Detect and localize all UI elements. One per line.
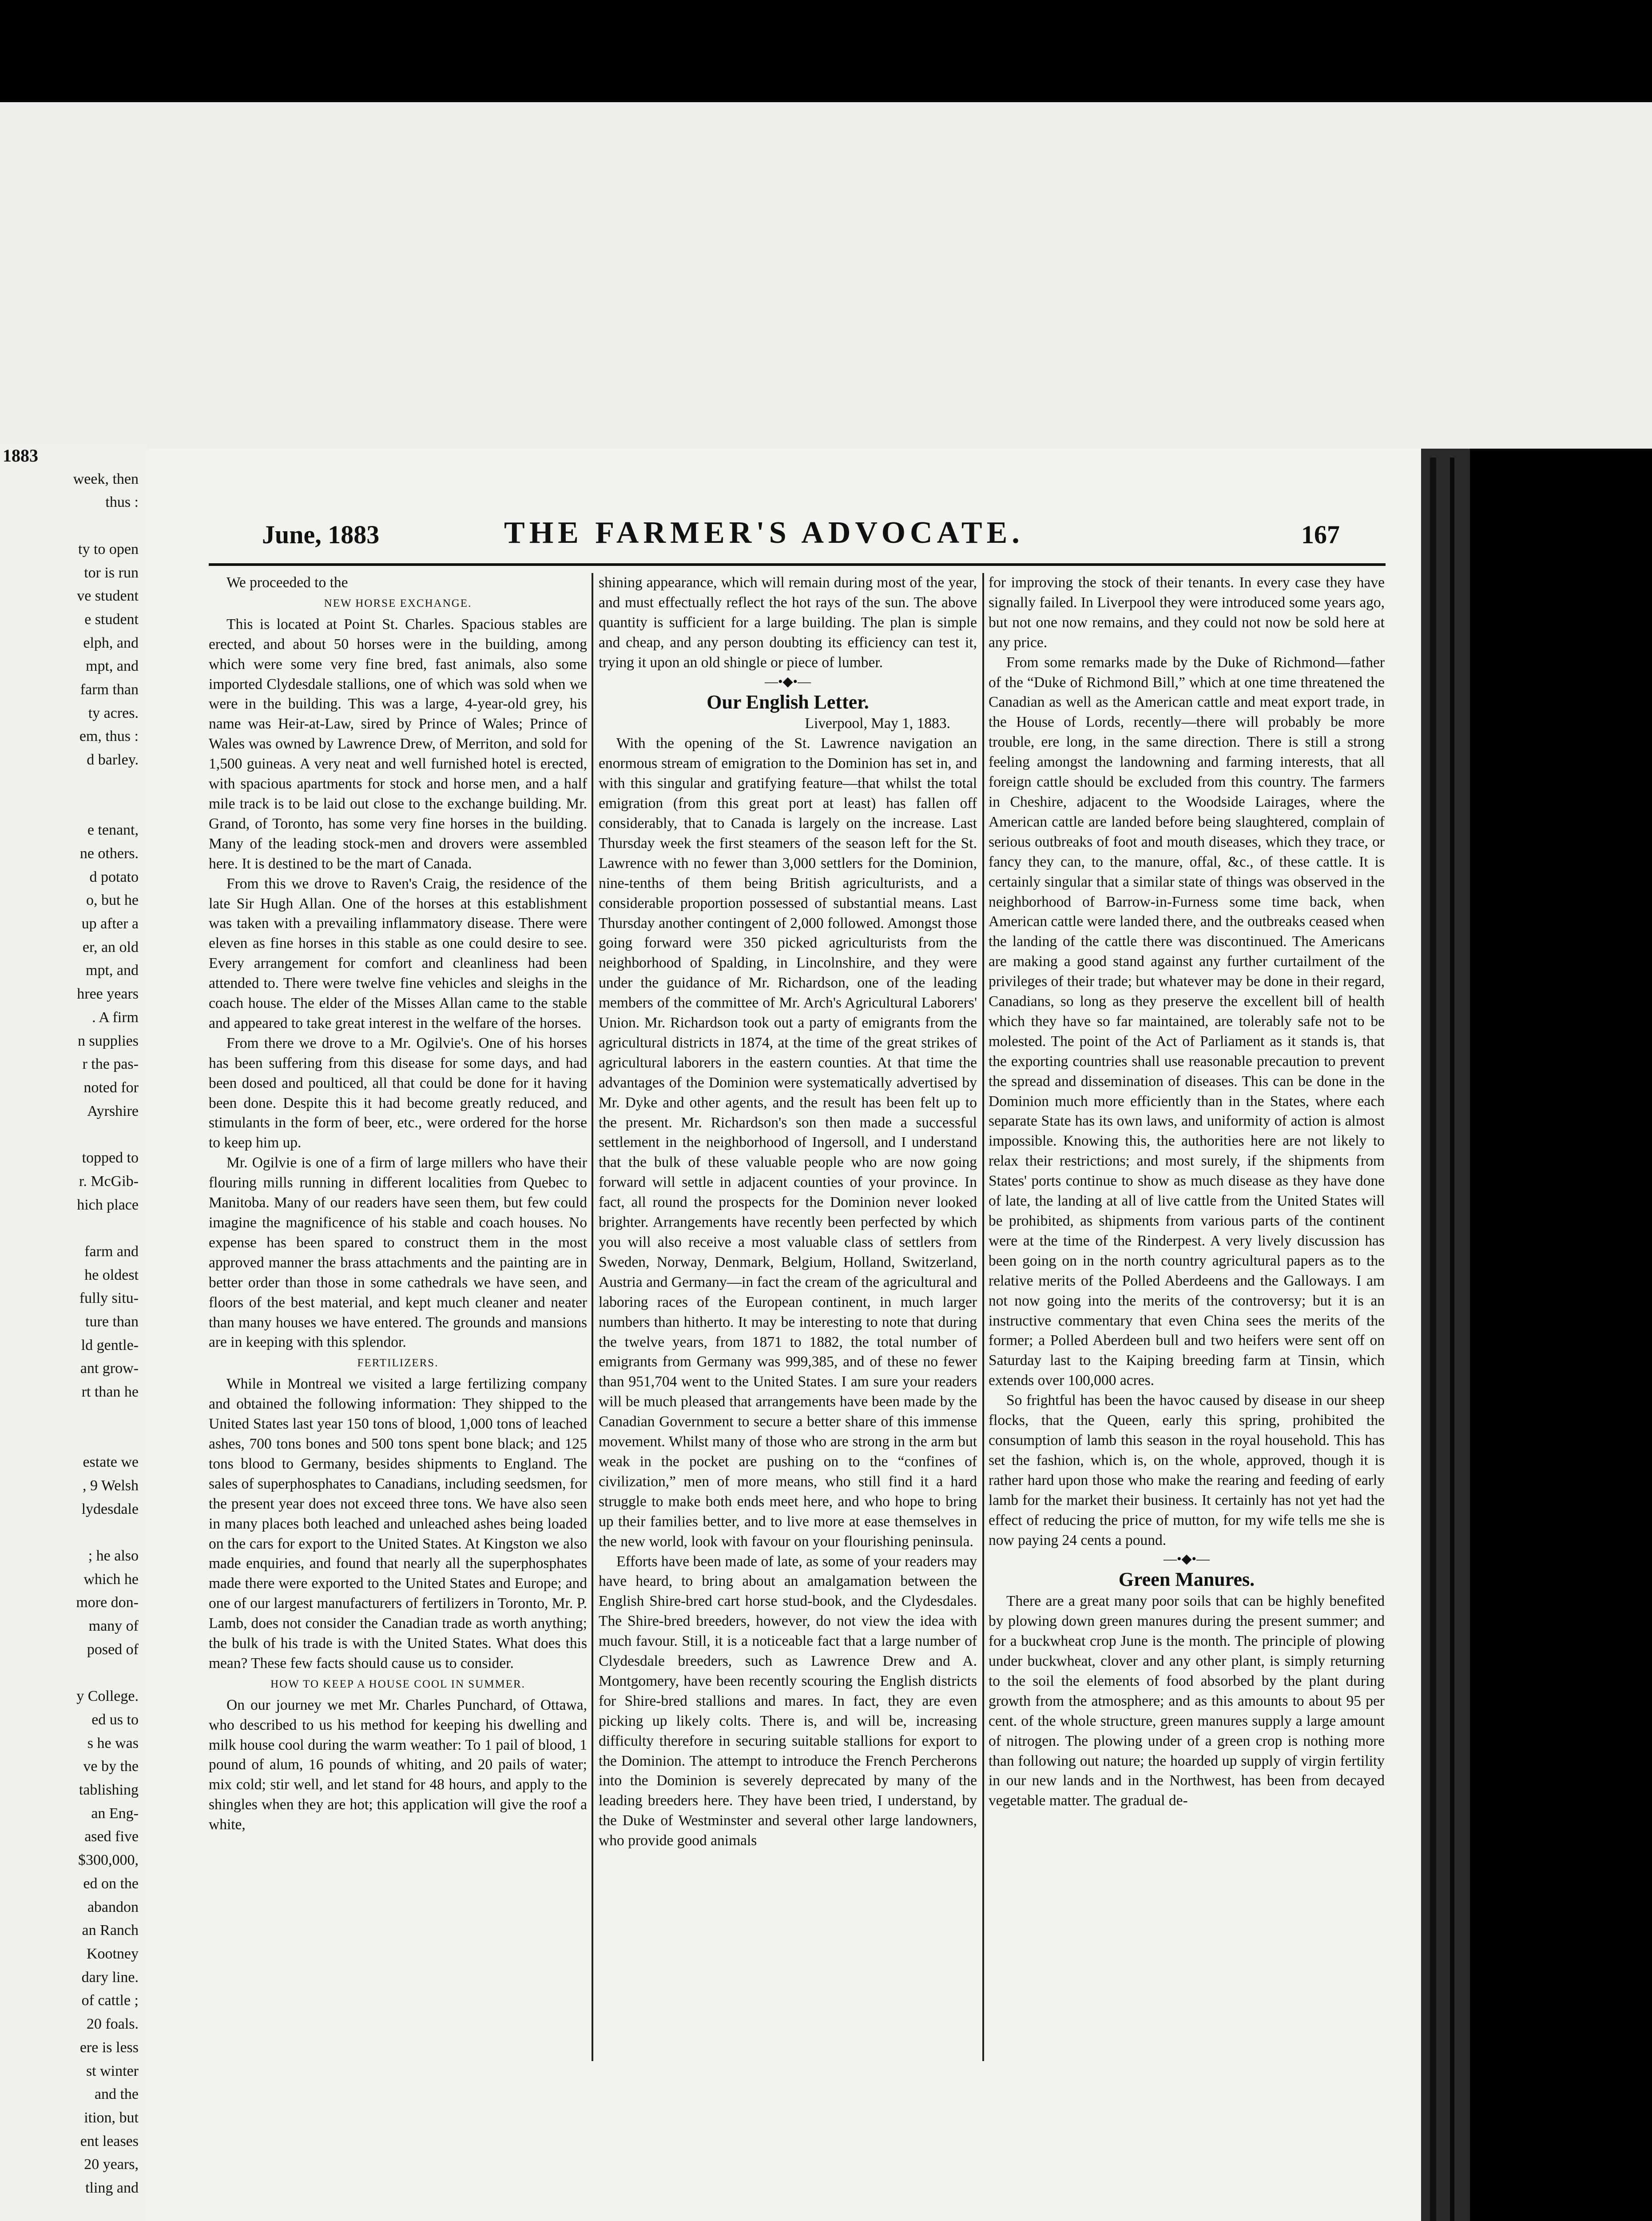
previous-page-line <box>0 1217 147 1240</box>
previous-page-lines <box>0 468 147 2200</box>
previous-page-line <box>0 1662 147 1685</box>
previous-page-line: n supplies <box>78 1032 139 1049</box>
previous-page-line: em, thus : <box>79 728 139 745</box>
previous-page-line: many of <box>88 1618 139 1635</box>
paragraph: While in Montreal we visited a large fertilizing company and obtained the following information: They shipped to the United States last year 150 tons of blood, 1,000 tons of leached ashes, 700 tons bones and 500 tons spent bone black; and 125 tons blood to Germany, besides shipments to England. The sales of superphosphates to Canadians, including seedsmen, for the present year does not exceed three tons. We have also seen in many places both leached and unleached ashes being loaded on the cars for export to the United States. At Kingston we also made enquiries, and found that nearly all the superphosphates made there were exported to the United States and Europe; and one of our largest manufacturers of fertilizers in Toronto, Mr. P. Lamb, does not consider the Canadian trade as worth anything; the bulk of his trade is with the United States. What does this mean? These few facts should cause us to consider. <box>209 1376 587 1672</box>
book-spine <box>1421 449 1470 2221</box>
previous-page-line: posed of <box>87 1641 139 1658</box>
previous-page-line: mpt, and <box>86 962 139 979</box>
header-rule <box>209 563 1386 566</box>
previous-page-line: ve student <box>77 588 139 605</box>
previous-page-line: s he was <box>87 1735 139 1751</box>
ornament-divider: —•◆•— <box>764 674 811 689</box>
previous-page-line: er, an old <box>82 939 139 955</box>
paragraph: Mr. Ogilvie is one of a firm of large millers who have their flouring mills running in different localities from Quebec to Manitoba. Many of our readers have seen them, but few could imagine the magnificence of his stable and coach houses. No expense has been spared to construct them in the most approved manner the brass attachments and the painting are in better order than those in some cathedrals we have seen, and floors of the best material, and kept much cleaner and neater than many houses we have entered. The grounds and mansions are in keeping with this splendor. <box>209 1154 587 1351</box>
previous-page-line: e tenant, <box>87 822 139 839</box>
previous-page-line: farm than <box>80 681 139 698</box>
previous-page-line: he oldest <box>84 1266 139 1283</box>
previous-page-line: up after a <box>81 915 139 932</box>
previous-page-line: d potato <box>89 868 139 885</box>
previous-page-line <box>0 1123 147 1146</box>
previous-page-line: Ayrshire <box>87 1103 139 1119</box>
previous-page-line: elph, and <box>83 634 139 651</box>
previous-page-line: ition, but <box>84 2109 139 2126</box>
previous-page-line: ed on the <box>83 1875 139 1892</box>
previous-page-line: ent leases <box>80 2133 139 2149</box>
issue-date: June, 1883 <box>262 520 380 549</box>
previous-page-line: tor is run <box>84 564 139 581</box>
previous-page-line: noted for <box>83 1079 139 1096</box>
previous-page-line: farm and <box>84 1243 139 1260</box>
heading-green-manures: Green Manures. <box>1118 1568 1255 1591</box>
previous-page-line: mpt, and <box>86 658 139 675</box>
previous-page-line: ld gentle- <box>81 1337 139 1353</box>
previous-page-line: dary line. <box>81 1969 139 1986</box>
previous-page-line: o, but he <box>86 892 139 909</box>
spine-edge <box>1430 458 1436 2221</box>
previous-page-line: ty acres. <box>88 705 139 721</box>
previous-page-line: r. McGib- <box>79 1173 139 1190</box>
previous-page-line: . A firm <box>92 1009 139 1026</box>
subhead-fertilizers: FERTILIZERS. <box>357 1357 439 1369</box>
previous-page-line <box>0 514 147 538</box>
previous-page-line: ed us to <box>91 1711 139 1728</box>
previous-page-line: $300,000, <box>78 1852 139 1869</box>
previous-page-line: and the <box>94 2086 139 2103</box>
heading-english-letter: Our English Letter. <box>707 691 869 713</box>
previous-page-line: hich place <box>77 1196 139 1213</box>
dateline: Liverpool, May 1, 1883. <box>805 715 950 732</box>
previous-page-line: week, then <box>73 470 139 487</box>
previous-page-line: ant grow- <box>80 1360 139 1377</box>
previous-page-line: thus : <box>105 494 139 511</box>
previous-page-line: ty to open <box>78 541 139 557</box>
previous-page-line: topped to <box>82 1150 139 1166</box>
ornament-divider: —•◆•— <box>1163 1552 1210 1567</box>
spine-edge <box>1450 458 1454 2221</box>
paragraph: shining appearance, which will remain during most of the year, and must effectually reflect the hot rays of the sun. The above quantity is sufficient for a large building. The plan is simple and cheap, and any person doubting its efficiency can test it, trying it upon an old shingle or piece of lumber. <box>599 574 977 671</box>
paragraph: Efforts have been made of late, as some of your readers may have heard, to bring about an amalgamation between the English Shire-bred cart horse stud-book, and the Clydesdales. The Shire-bred breeders, however, do not view the idea with much favour. Still, it is a noticeable fact that a large number of Clydesdale breeders, such as Lawrence Drew and A. Montgomery, have been recently scouring the English districts for Shire-bred stallions and mares. In fact, they are even picking up likely colts. There is, and will be, increasing difficulty therefore in securing suitable stallions for export to the Dominion. The attempt to introduce the French Percherons into the Dominion is severely deprecated by many of the leading breeders here. They have been tried, I understand, by the Duke of Westminster and several other large landowners, who provide good animals <box>599 1553 977 1849</box>
intro-text: We proceeded to the <box>226 574 348 591</box>
previous-page-line <box>0 1428 147 1451</box>
previous-page-line: estate we <box>83 1454 139 1471</box>
previous-page-line: y College. <box>76 1688 139 1705</box>
previous-page-line: hree years <box>77 986 139 1003</box>
previous-page-header: 1883 <box>3 446 38 466</box>
paragraph: From some remarks made by the Duke of Richmond—father of the “Duke of Richmond Bill,” which at one time threatened the Canadian as well as the American cattle and meat export trade, in the House of Lords, recently—there will probably be more trouble, ere long, in the same direction. There is still a strong feeling amongst the landowning and farming interests, that all foreign cattle should be excluded from this country. The farmers in Cheshire, adjacent to the Woodside Lairages, where the American cattle are landed before being slaughtered, complain of serious outbreaks of foot and mouth diseases, which they trace, or fancy they can, to the manure, offal, &c., of these cattle. It is certainly singular that a similar state of things was observed in the neighborhood of Barrow-in-Furness some time back, when American cattle were landed there, and the outbreaks ceased when the landing of the cattle there was discontinued. The Americans are making a good stand against any further curtailment of the privileges of their trade; but whatever may be done in their regard, Canadians, so long as they preserve the excellent bill of health which they have so far maintained, are tolerably safe not to be molested. The point of the Act of Parliament as it stands is, that the exporting countries shall use reasonable precaution to prevent the spread and dissemination of diseases. This can be done in the Dominion much more efficiently than in the States, where each separate State has its own laws, and uniformity of action is almost impossible. Knowing this, the authorities here are not likely to relax their restrictions; and most surely, if the shipments from States' ports continue to show as much disease as they have done of late, the landing at all of live cattle from the United States will be prohibited, as shipments from various parts of the continent were at the time of the Rinderpest. A very lively discussion has been going on in the north country agricultural papers as to the relative merits of the Polled Aberdeens and the Galloways. I am not now going into the merits of the controversy; but it is an instructive commentary that even China sees the merits of the former; a Polled Aberdeen bull and two heifers were sent off on Saturday last to the Kaiping breeding farm at Tinsin, which extends over 100,000 acres. <box>989 654 1385 1389</box>
previous-page-line: abandon <box>87 1899 139 1915</box>
previous-page-line: an Ranch <box>82 1922 139 1939</box>
previous-page-line: rt than he <box>81 1384 139 1401</box>
previous-page-line: of cattle ; <box>81 1992 139 2009</box>
paragraph: This is located at Point St. Charles. Spacious stables are erected, and about 50 horses were in the building, among which were some very fine bred, fast animals, also some imported Clydesdale stallions, one of which was sold when we were in the building. This was a large, 4-year-old grey, his name was Heir-at-Law, sired by Prince of Wales; Prince of Wales was owned by Lawrence Drew, of Merriton, and sold for 1,500 guineas. A very neat and well furnished hotel is erected, with spacious apartments for stock and horse men, and a half mile track is to be laid out close to the exchange building. Mr. Grand, of Toronto, has some very fine horses in the building. Many of the leading stock-men and drovers were assembled here. It is destined to be the mart of Canada. <box>209 616 587 872</box>
masthead-title: THE FARMER'S ADVOCATE. <box>504 516 1024 550</box>
page-number: 167 <box>1301 520 1340 549</box>
paragraph: On our journey we met Mr. Charles Punchard, of Ottawa, who described to us his method for keeping his dwelling and milk house cool during the warm weather: To 1 pail of blood, 1 pound of alum, 16 pounds of whiting, and 20 pails of water; mix cold; stir well, and let stand for 48 hours, and apply to the shingles when they are hot; this application will give the roof a white, <box>209 1696 587 1833</box>
previous-page-line: st winter <box>86 2062 139 2079</box>
page-top-margin <box>0 102 1652 449</box>
paragraph: From there we drove to a Mr. Ogilvie's. One of his horses has been suffering from this disease for some days, and had been dosed and poulticed, all that could be done for it having been done. Despite this it had become greatly reduced, and stimulants in the form of beer, etc., were ordered for the horse to keep him up. <box>209 1035 587 1151</box>
previous-page-line: which he <box>83 1571 139 1588</box>
previous-page-line <box>0 1404 147 1428</box>
previous-page-line: e student <box>84 611 139 628</box>
previous-page-line: lydesdale <box>81 1501 139 1517</box>
previous-page-line: tablishing <box>79 1782 139 1799</box>
column-3 <box>989 573 1385 1811</box>
previous-page-line: d barley. <box>87 752 139 768</box>
previous-page-line: r the pas- <box>82 1056 139 1073</box>
previous-page-line: ased five <box>84 1828 139 1845</box>
column-rule <box>592 573 593 2061</box>
column-2 <box>599 573 977 1851</box>
previous-page-line: ere is less <box>79 2039 139 2056</box>
previous-page-line: ; he also <box>88 1548 139 1564</box>
paragraph: So frightful has been the havoc caused by disease in our sheep flocks, that the Queen, early this spring, prohibited the consumption of lamb this season in the royal household. This has set the fashion, which is, on the whole, approved, though it is rather hard upon those who make the rearing and feeding of early lamb for the market their business. It certainly has not yet had the effect of reducing the price of mutton, for my wife tells me she is now paying 24 cents a pound. <box>989 1392 1385 1548</box>
previous-page-line: fully situ- <box>79 1290 139 1307</box>
previous-page-line: more don- <box>76 1594 139 1611</box>
previous-page-line: tling and <box>85 2180 139 2197</box>
previous-page-line: ture than <box>85 1313 139 1330</box>
previous-page-line: , 9 Welsh <box>82 1477 139 1494</box>
column-rule <box>982 573 984 2061</box>
subhead-new-horse-exchange: NEW HORSE EXCHANGE. <box>324 597 472 609</box>
previous-page-line: an Eng- <box>91 1805 139 1822</box>
previous-page-line: ne others. <box>79 845 139 862</box>
subhead-house-cool: HOW TO KEEP A HOUSE COOL IN SUMMER. <box>270 1678 525 1690</box>
previous-page-line: Kootney <box>86 1946 139 1962</box>
previous-page-line: ve by the <box>83 1758 139 1775</box>
previous-page-line <box>0 772 147 796</box>
paragraph: With the opening of the St. Lawrence navigation an enormous stream of emigration to the Dominion has set in, and with this singular and gratifying feature—that whilst the total emigration (from this great port at least) has fallen off considerably, that to Canada is largely on the increase. Last Thursday week the first steamers of the season left for the St. Lawrence with no fewer than 3,000 settlers for the Dominion, nine-tenths of them being British agriculturists, and a considerable proportion possessed of substantial means. Last Thursday another contingent of 2,000 followed. Amongst those going forward were 350 picked agriculturists from the neighborhood of Spalding, in Lincolnshire, and they were under the guidance of Mr. Richardson, one of the leading members of the committee of Mr. Arch's Agricultural Laborers' Union. Mr. Richardson took out a party of emigrants from the agricultural districts in 1874, at the time of the great strikes of agricultural laborers in the eastern counties. At that time the advantages of the Dominion were systematically advertised by Mr. Dyke and other agents, and the result has been felt up to the present. Mr. Richardson's son then made a successful settlement in the neighborhood of Ingersoll, and I understand that the bulk of these valuable people who are now going forward will settle in adjacent counties of your province. In fact, all round the prospects for the Dominion never looked brighter. Arrangements have recently been perfected by which you will also receive a most valuable class of settlers from Sweden, Norway, Denmark, Belgium, Holland, Switzerland, Austria and Germany—in fact the cream of the agricultural and laboring races of the European continent, in much larger numbers than hitherto. It may be interesting to note that during the twelve years, from 1871 to 1882, the total number of emigrants from Germany was 999,385, and of these no fewer than 951,704 went to the United States. I am sure your readers will be much pleased that arrangements have been made by the Canadian Government to secure a better share of this immense movement. Whilst many of those who are strong in the arm but weak in the pocket are pushing on to the “confines of civilization,” men of more means, who still find it a hard struggle to make both ends meet here, and who hope to bring up their families better, and to live more at ease themselves in the new world, look with favour on your flourishing peninsula. <box>599 735 977 1550</box>
previous-page-line <box>0 1521 147 1544</box>
previous-page-line: 20 years, <box>84 2156 139 2173</box>
column-1 <box>209 573 587 1835</box>
paragraph: From this we drove to Raven's Craig, the residence of the late Sir Hugh Allan. One of the horses at this establishment was taken with a prevailing inflammatory disease. There were eleven as fine horses in this stable as one could desire to see. Every arrangement for comfort and cleanliness had been attended to. There were twelve fine vehicles and sleighs in the coach house. The elder of the Misses Allan came to the stable and appeared to take great interest in the welfare of the horses. <box>209 875 587 1031</box>
previous-page-line: 20 foals. <box>86 2016 139 2033</box>
paragraph: for improving the stock of their tenants. In every case they have signally failed. In Liverpool they were introduced some years ago, but not one now remains, and they could not now be sold here at any price. <box>989 574 1385 651</box>
previous-page-fragment <box>0 444 147 2221</box>
previous-page-line <box>0 796 147 819</box>
paragraph: There are a great many poor soils that can be highly benefited by plowing down green manures during the present summer; and for a buckwheat crop June is the month. The principle of plowing under buckwheat, clover and any other plant, is simply returning to the soil the elements of food absorbed by the plant during growth from the atmosphere; and as this amounts to about 95 per cent. of the whole structure, green manures supply a large amount of nitrogen. The plowing under of a green crop is nothing more than following out nature; the hoarded up supply of virgin fertility in our new lands and in the Northwest, has been from decayed vegetable matter. The gradual de- <box>989 1593 1385 1809</box>
